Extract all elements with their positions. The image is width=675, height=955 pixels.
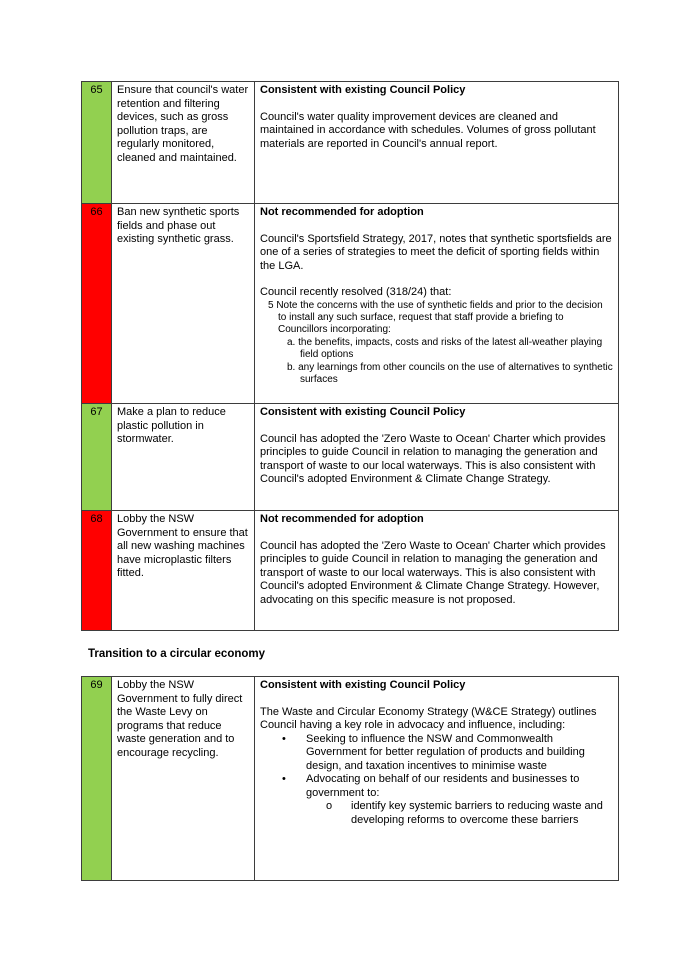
resolution-subitem: b. any learnings from other councils on the use of alternatives to synthetic surfaces [287, 361, 613, 385]
action-text: Ensure that council's water retention and filtering devices, such as gross pollution traps, are regularly monitored, cleaned and maintained. [117, 84, 249, 164]
status-cell [82, 404, 112, 511]
response-paragraph: Council has adopted the 'Zero Waste to Ocean' Charter which provides principles to guide Council in relation to managing the generation and transport of waste to our local waterways. This is also consistent with Council's adopted Environment & Climate Change Strategy. [260, 432, 606, 485]
action-cell [112, 82, 255, 204]
response-cell [255, 204, 619, 404]
bullet-item-text: Seeking to influence the NSW and Commonwealth Government for better regulation of products and building design, and taxation incentives to minimise waste [306, 732, 585, 772]
action-cell [112, 204, 255, 404]
status-cell [82, 204, 112, 404]
recommendations-table-2 [81, 676, 619, 881]
resolution-item [260, 300, 613, 387]
circle-bullet-icon: o [326, 800, 333, 812]
bullet-list [260, 733, 613, 828]
action-cell [112, 677, 255, 881]
response-paragraph: Council's water quality improvement devices are cleaned and maintained in accordance with schedules. Volumes of gross pollutant materials are reported in Council's annual report. [260, 110, 596, 150]
response-status-title: Consistent with existing Council Policy [260, 406, 466, 418]
row-number: 65 [90, 84, 103, 96]
status-cell [82, 677, 112, 881]
response-paragraph: The Waste and Circular Economy Strategy (W&CE Strategy) outlines Council having a key role in advocacy and influence, including: [260, 705, 597, 731]
status-cell [82, 511, 112, 631]
response-status-title: Consistent with existing Council Policy [260, 679, 466, 691]
recommendations-table-1 [81, 81, 619, 631]
sub-bullet-item-text: identify key systemic barriers to reducing waste and developing reforms to overcome these barriers [351, 800, 603, 826]
sub-bullet-item [260, 800, 613, 827]
table-row [82, 82, 619, 204]
bullet-item [260, 773, 613, 800]
bullet-item-text: Advocating on behalf of our residents and businesses to government to: [306, 773, 580, 799]
action-cell [112, 511, 255, 631]
bullet-icon: • [282, 773, 286, 785]
table-row [82, 511, 619, 631]
row-number: 69 [90, 679, 103, 691]
resolution-subitem: a. the benefits, impacts, costs and risks of the latest all-weather playing field options [287, 336, 603, 361]
row-number: 68 [90, 513, 103, 525]
response-cell [255, 511, 619, 631]
response-cell [255, 82, 619, 204]
response-paragraph: Council has adopted the 'Zero Waste to Ocean' Charter which provides principles to guide Council in relation to managing the generation and transport of waste to our local waterways. This is also consistent with Council's adopted Environment & Climate Change Strategy. However, advocating on this specific measure is not proposed. [260, 539, 606, 606]
row-number: 67 [90, 406, 103, 418]
action-cell [112, 404, 255, 511]
section-heading: Transition to a circular economy [88, 648, 266, 660]
table-row [82, 677, 619, 881]
response-status-title: Not recommended for adoption [260, 206, 424, 218]
bullet-item [260, 733, 613, 774]
response-status-title: Not recommended for adoption [260, 513, 424, 525]
response-status-title: Consistent with existing Council Policy [260, 84, 466, 96]
action-text: Lobby the NSW Government to fully direct the Waste Levy on programs that reduce waste generation and to encourage recycling. [117, 679, 243, 759]
response-cell [255, 404, 619, 511]
action-text: Lobby the NSW Government to ensure that all new washing machines have microplastic filters fitted. [117, 513, 248, 579]
response-cell [255, 677, 619, 881]
response-paragraph: Council recently resolved (318/24) that: [260, 286, 452, 298]
table-row [82, 204, 619, 404]
row-number: 66 [90, 206, 103, 218]
status-cell [82, 82, 112, 204]
bullet-icon: • [282, 732, 286, 745]
action-text: Make a plan to reduce plastic pollution in stormwater. [117, 406, 226, 445]
table-row [82, 404, 619, 511]
action-text: Ban new synthetic sports fields and phase out existing synthetic grass. [117, 206, 240, 245]
response-paragraph: Council's Sportsfield Strategy, 2017, notes that synthetic sportsfields are one of a series of strategies to meet the deficit of sporting fields within the LGA. [260, 232, 612, 272]
resolution-item-text: 5 Note the concerns with the use of synthetic fields and prior to the decision to install any such surface, request that staff provide a briefing to Councillors incorporating: [268, 299, 603, 336]
